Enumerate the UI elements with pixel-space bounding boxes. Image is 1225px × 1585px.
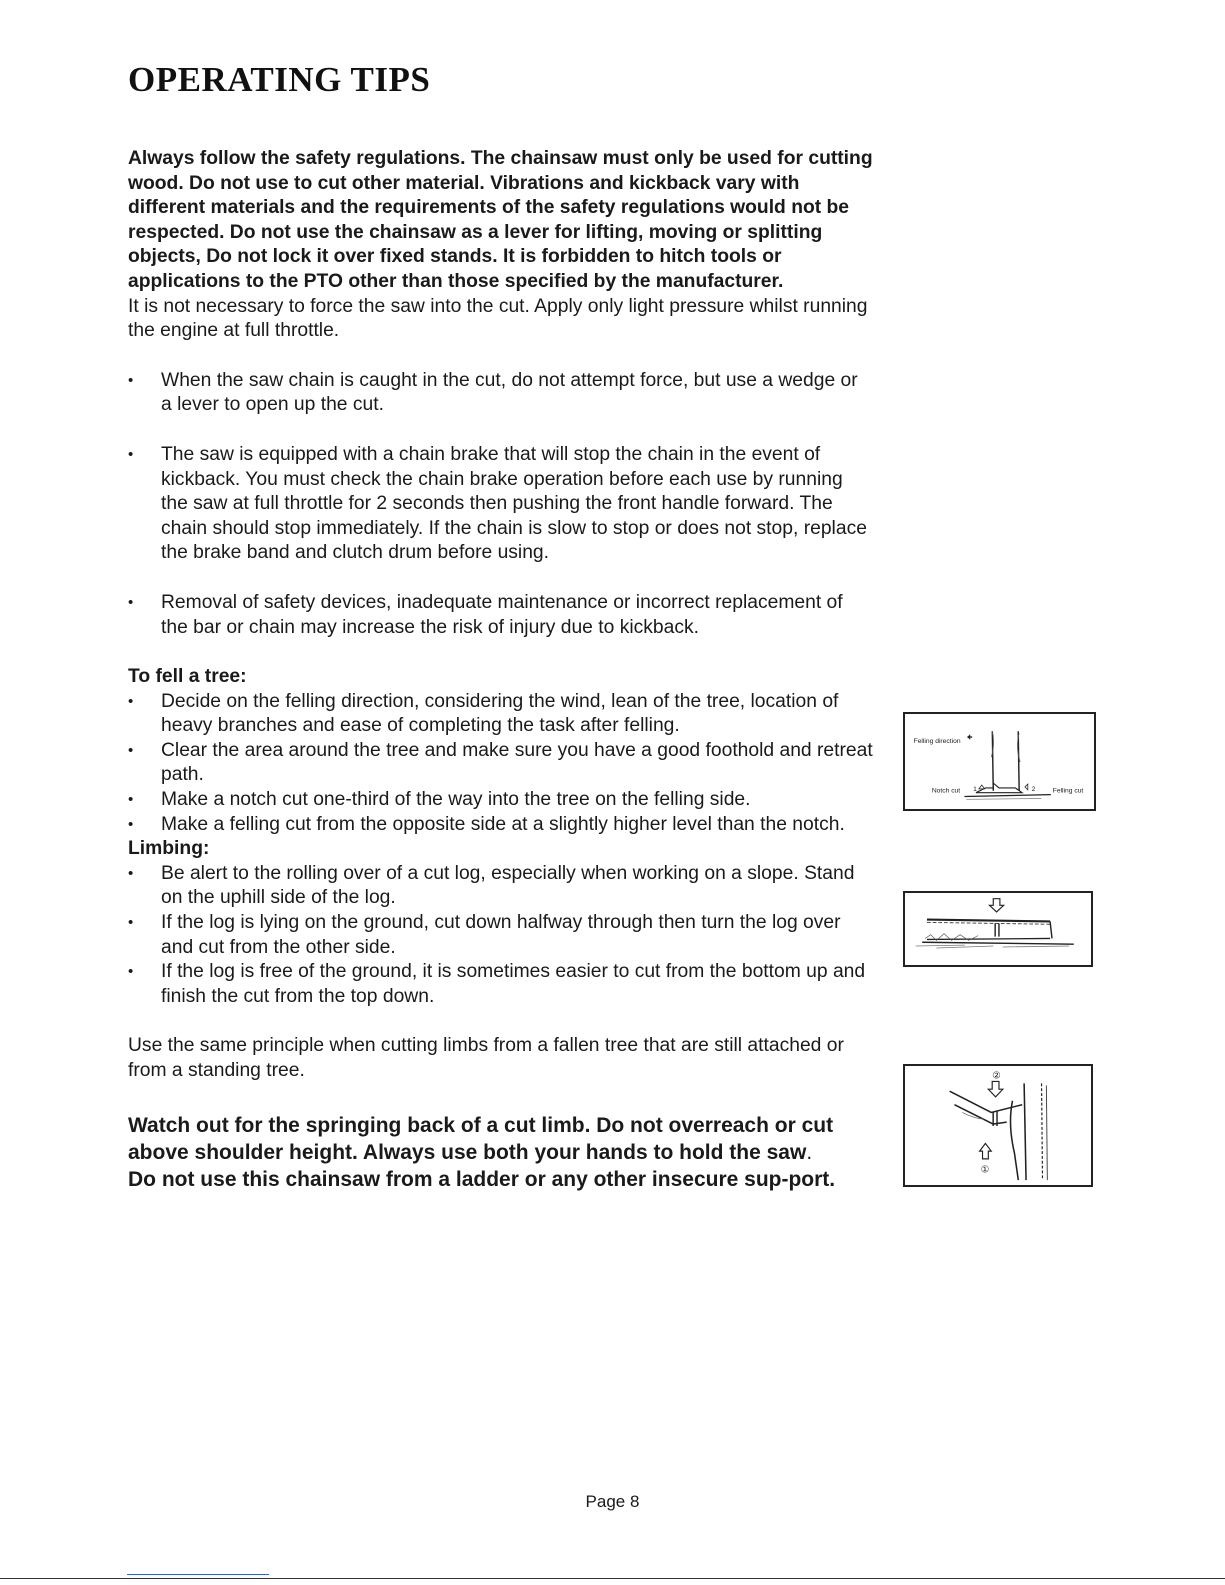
list-item: • If the log is lying on the ground, cut down halfway through then turn the log over and cut from the other side. — [128, 911, 873, 960]
principle-paragraph: Use the same principle when cutting limbs from a fallen tree that are still attached or from a standing tree. — [128, 1035, 844, 1081]
notch-cut-label: Notch cut — [931, 787, 961, 795]
felling-illustration — [905, 714, 1094, 809]
fell-list — [128, 690, 873, 838]
log-cutting-diagram — [903, 891, 1093, 967]
list-item: • Removal of safety devices, inadequate maintenance or incorrect replacement of the bar or chain may increase the risk of injury due to kickback. — [128, 591, 873, 640]
list-item: • When the saw chain is caught in the cut, do not attempt force, but use a wedge or a lever to open up the cut. — [128, 369, 873, 418]
down-arrow-icon — [988, 1081, 1003, 1096]
list-item: • Be alert to the rolling over of a cut log, especially when working on a slope. Stand on the uphill side of the log. — [128, 862, 873, 911]
log-illustration — [905, 893, 1091, 965]
main-content — [128, 147, 873, 1193]
limb-cutting-diagram — [903, 1064, 1093, 1187]
fell-heading: To fell a tree: — [128, 666, 247, 688]
step-two-marker: ② — [992, 1070, 1001, 1082]
list-item: • The saw is equipped with a chain brake that will stop the chain in the event of kickback. You must check the chain brake operation before each use by running the saw at full throttle for 2 seconds then pushing the front handle forward. The chain should stop immediately. If the chain is slow to stop or does not stop, replace the brake band and clutch drum before using. — [128, 443, 873, 566]
felling-cut-label: Felling cut — [1052, 787, 1084, 795]
up-arrow-icon — [980, 1143, 992, 1158]
list-item: • Make a notch cut one-third of the way into the tree on the felling side. — [128, 788, 873, 813]
list-item: • Make a felling cut from the opposite side at a slightly higher level than the notch. — [128, 813, 873, 838]
step-one-marker: ① — [980, 1164, 990, 1176]
tips-list-2 — [128, 443, 873, 566]
limbing-list — [128, 862, 873, 1010]
felling-cut-number: 2 — [1031, 785, 1036, 793]
felling-direction-label: Felling direction — [913, 737, 961, 745]
warning-tail: . — [806, 1140, 813, 1164]
notch-number: 1 — [973, 785, 977, 793]
limb-illustration — [905, 1066, 1091, 1185]
felling-diagram — [903, 712, 1096, 811]
intro-paragraph: It is not necessary to force the saw into the cut. Apply only light pressure whilst running the engine at full throttle. — [128, 295, 868, 342]
list-item: • Clear the area around the tree and make sure you have a good foothold and retreat path. — [128, 739, 873, 788]
page-title: OPERATING TIPS — [128, 60, 431, 99]
list-item: • Decide on the felling direction, considering the wind, lean of the tree, location of heavy branches and ease of completing the task after felling. — [128, 690, 873, 739]
tips-list-3 — [128, 591, 873, 640]
warning-text: Watch out for the springing back of a cut limb. Do not overreach or cut above shoulder height. Always use both your hands to hold the saw — [128, 1113, 834, 1164]
list-item: • If the log is free of the ground, it is sometimes easier to cut from the bottom up and finish the cut from the top down. — [128, 960, 873, 1009]
page-number: Page 8 — [585, 1492, 640, 1511]
footer-link-underline — [127, 1574, 269, 1575]
limbing-heading: Limbing: — [128, 838, 210, 860]
tips-list — [128, 369, 873, 418]
down-arrow-icon — [989, 899, 1003, 912]
intro-bold-paragraph: Always follow the safety regulations. The chainsaw must only be used for cutting wood. Do not use to cut other material. Vibrations and kickback vary with different materials and the requirements of the safety regulations would not be respected. Do not use the chainsaw as a lever for lifting, moving or splitting objects, Do not lock it over fixed stands. It is forbidden to hitch tools or applications to the PTO other than those specified by the manufacturer. — [128, 148, 873, 292]
ladder-warning: Do not use this chainsaw from a ladder or any other insecure sup-port. — [128, 1167, 836, 1191]
footer-divider — [0, 1578, 1225, 1579]
warning-paragraph — [128, 1112, 873, 1166]
